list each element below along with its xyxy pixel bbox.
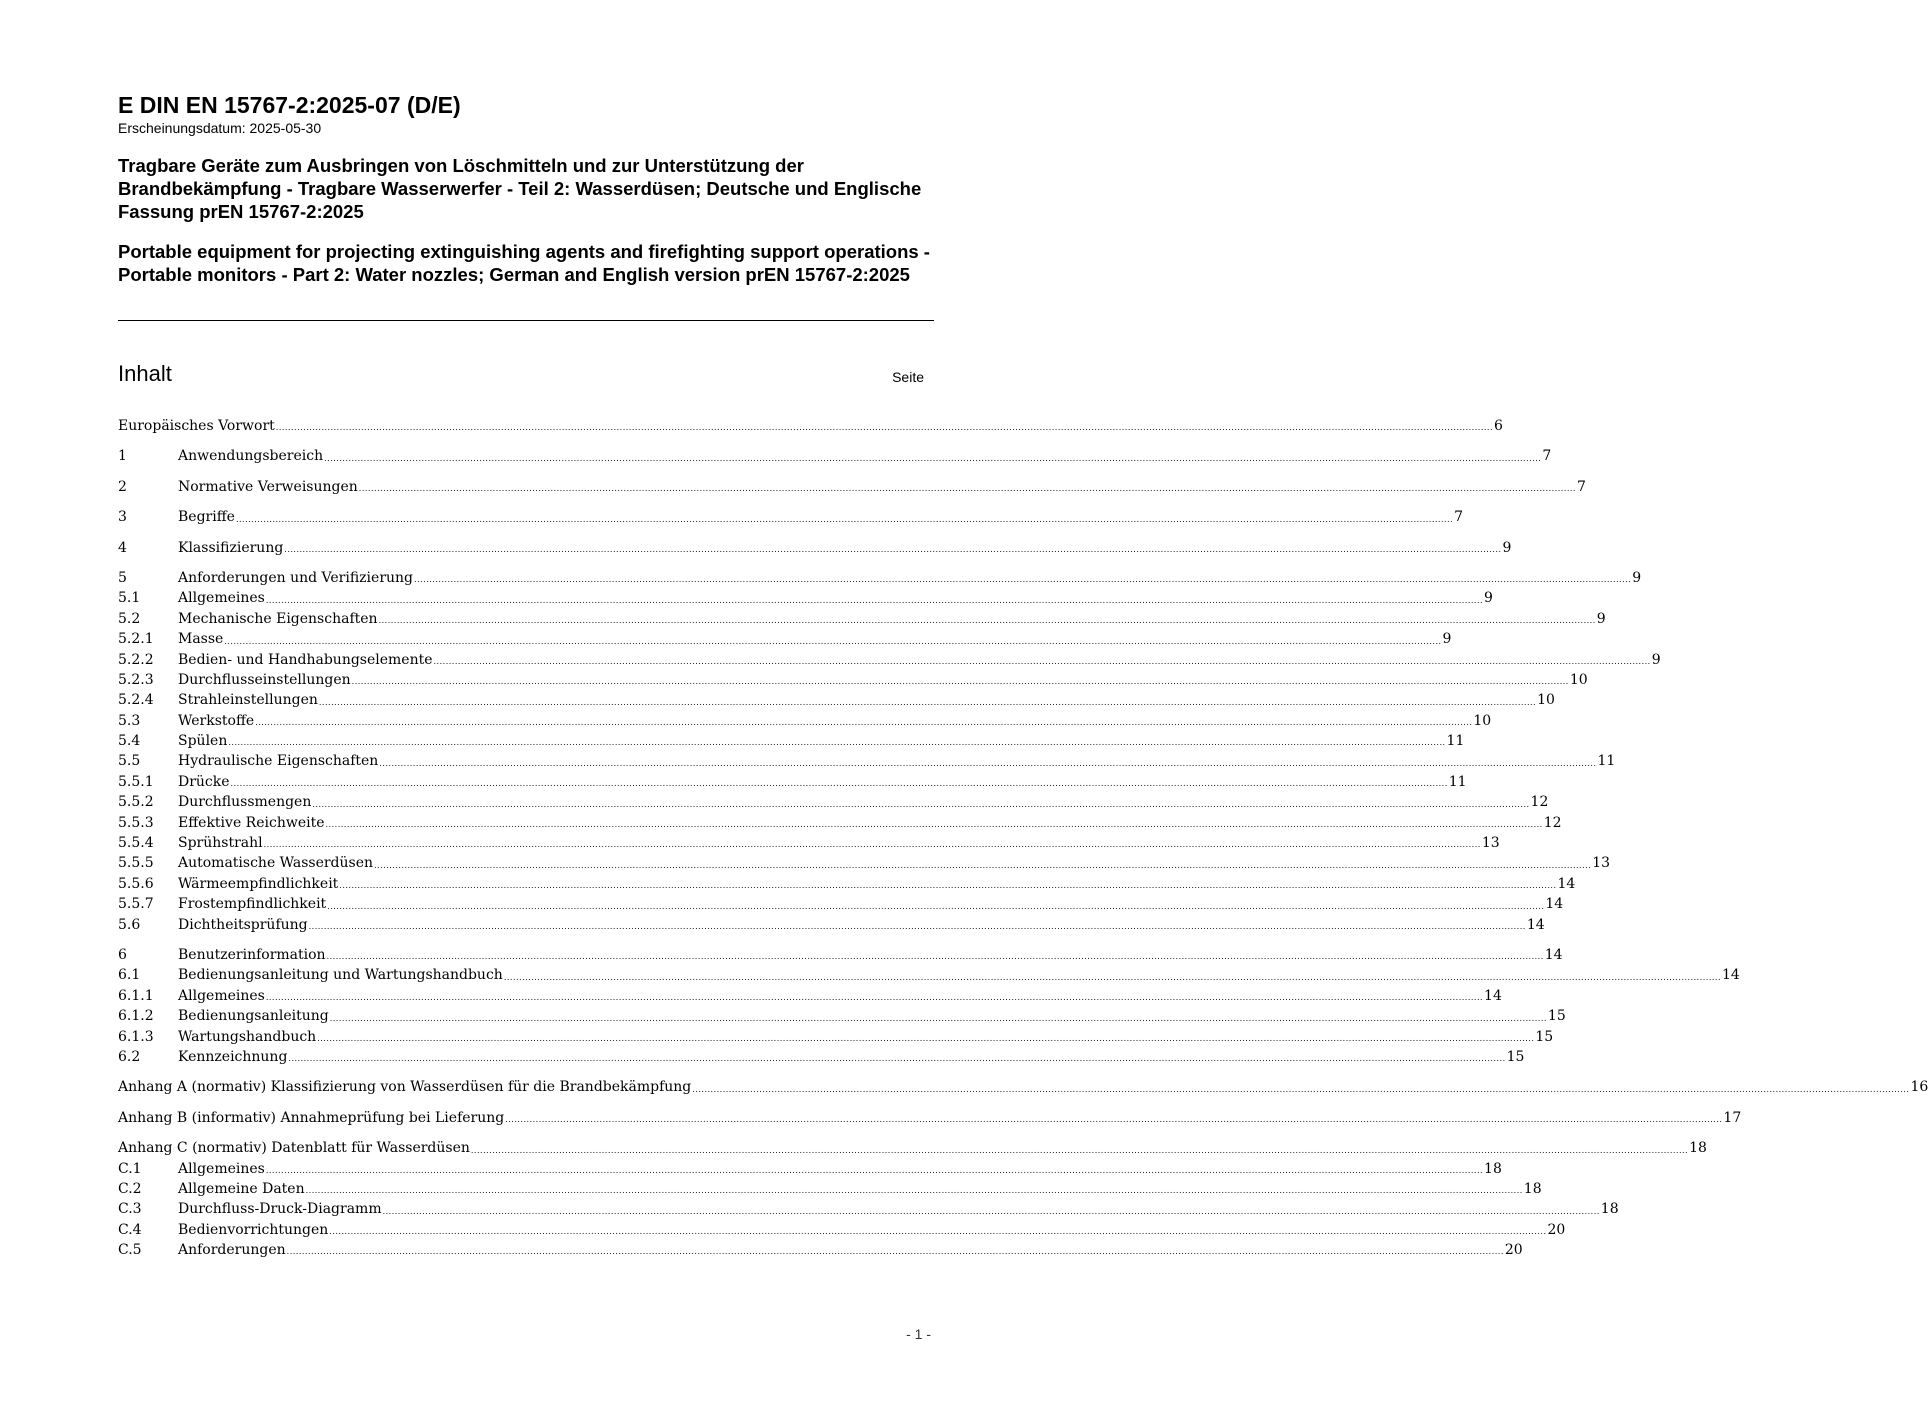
toc-entry-number: C.1: [118, 1160, 142, 1177]
toc-entry-page: 9: [1596, 610, 1606, 627]
toc-entry-number: 2: [118, 478, 127, 495]
toc-entry-title: Anforderungen: [178, 1242, 286, 1259]
toc-entry-page: 10: [1537, 692, 1555, 709]
toc-entry-page: 20: [1547, 1221, 1566, 1238]
toc-page-label: Seite: [892, 369, 924, 385]
toc-entry-number: 5: [118, 569, 127, 586]
toc-entry-page: 11: [1448, 773, 1467, 790]
toc-dot-leader: ................................................................................................................................................................................................................................................................................................................................................................................................................: [692, 1084, 1910, 1094]
toc-dot-leader: ................................................................................................................................................................................................................................................................................................................................................................................................................: [324, 453, 1542, 463]
toc-dot-leader: ................................................................................................................................................................................................................................................................................................................................................................................................................: [503, 972, 1721, 982]
toc-dot-leader: ................................................................................................................................................................................................................................................................................................................................................................................................................: [265, 1165, 1484, 1175]
toc-entry[interactable]: [118, 670, 1588, 690]
toc-entry-page: 18: [1689, 1140, 1707, 1157]
toc-entry-number: C.5: [118, 1242, 142, 1259]
title-english: Portable equipment for projecting extinguishing agents and firefighting support operations - Portable monitors - Part 2: Water nozzles; German and English version prEN 15767-2:2025: [118, 241, 930, 285]
toc-dot-leader: ................................................................................................................................................................................................................................................................................................................................................................................................................: [230, 779, 1448, 789]
toc-entry-number: 1: [118, 448, 127, 465]
toc-dot-leader: ................................................................................................................................................................................................................................................................................................................................................................................................................: [327, 901, 1545, 911]
toc-entry-title: Allgemeines: [178, 1160, 265, 1177]
toc-entry-title: Klassifizierung: [178, 539, 284, 556]
toc-entry-number: 5.6: [118, 916, 141, 933]
toc-dot-leader: ................................................................................................................................................................................................................................................................................................................................................................................................................: [224, 636, 1442, 646]
toc-entry-title: Allgemeines: [178, 590, 265, 607]
toc-entry-number: 5.5: [118, 753, 141, 770]
toc-entry[interactable]: [118, 1077, 1928, 1097]
toc-entry[interactable]: [118, 1108, 1742, 1128]
toc-entry-title: Durchfluss-Druck-Diagramm: [178, 1201, 382, 1218]
toc-entry[interactable]: [118, 629, 1452, 649]
toc-entry-page: 15: [1547, 1008, 1566, 1025]
toc-entry-title: Frostempfindlichkeit: [178, 896, 327, 913]
toc-entry-number: 5.2: [118, 610, 141, 627]
toc-entry-title: Begriffe: [178, 509, 235, 526]
toc-entry-page: 11: [1597, 753, 1616, 770]
toc-entry-title: Bedien- und Handhabungselemente: [178, 651, 433, 668]
toc-entry[interactable]: [118, 609, 1606, 629]
toc-dot-leader: ................................................................................................................................................................................................................................................................................................................................................................................................................: [505, 1115, 1723, 1125]
toc-entry-title: Anhang C (normativ) Datenblatt für Wasserdüsen: [118, 1140, 470, 1157]
toc-entry[interactable]: [118, 965, 1740, 985]
toc-entry-title: Strahleinstellungen: [178, 692, 318, 709]
table-of-contents: [118, 416, 1928, 1260]
toc-dot-leader: ................................................................................................................................................................................................................................................................................................................................................................................................................: [312, 799, 1530, 809]
toc-entry-number: 5.5.3: [118, 814, 154, 831]
toc-entry-page: 14: [1544, 946, 1563, 963]
toc-entry-page: 10: [1473, 712, 1492, 729]
toc-entry-title: Automatische Wasserdüsen: [178, 855, 374, 872]
toc-entry-page: 11: [1446, 733, 1465, 750]
toc-dot-leader: ................................................................................................................................................................................................................................................................................................................................................................................................................: [470, 1145, 1689, 1155]
toc-entry[interactable]: [118, 772, 1467, 792]
toc-dot-leader: ................................................................................................................................................................................................................................................................................................................................................................................................................: [286, 1247, 1504, 1257]
toc-entry-title: Anhang A (normativ) Klassifizierung von Wasserdüsen für die Brandbekämpfung: [118, 1079, 692, 1096]
toc-entry[interactable]: [118, 690, 1555, 710]
toc-entry-title: Anforderungen und Verifizierung: [178, 569, 414, 586]
toc-dot-leader: ................................................................................................................................................................................................................................................................................................................................................................................................................: [305, 1186, 1523, 1196]
toc-entry[interactable]: [118, 986, 1502, 1006]
toc-entry-number: 6: [118, 946, 127, 963]
toc-entry[interactable]: [118, 1240, 1523, 1260]
toc-entry-page: 7: [1454, 509, 1464, 526]
toc-entry-title: Drücke: [178, 773, 230, 790]
toc-entry-title: Bedienvorrichtungen: [178, 1221, 329, 1238]
toc-entry-number: 5.4: [118, 733, 141, 750]
toc-entry-number: 5.5.5: [118, 855, 154, 872]
toc-entry-page: 16: [1910, 1079, 1928, 1096]
toc-dot-leader: ................................................................................................................................................................................................................................................................................................................................................................................................................: [265, 993, 1484, 1003]
toc-entry[interactable]: [118, 792, 1549, 812]
toc-dot-leader: ................................................................................................................................................................................................................................................................................................................................................................................................................: [318, 697, 1537, 707]
toc-entry-number: 5.5.6: [118, 875, 154, 892]
toc-entry[interactable]: [118, 751, 1616, 771]
toc-entry-number: 6.2: [118, 1048, 141, 1065]
toc-entry[interactable]: [118, 915, 1545, 935]
toc-entry-title: Mechanische Eigenschaften: [178, 610, 378, 627]
toc-entry-title: Masse: [178, 631, 224, 648]
toc-entry-page: 18: [1484, 1160, 1502, 1177]
header-divider: [118, 320, 934, 321]
toc-entry-number: 6.1.2: [118, 1008, 154, 1025]
toc-entry[interactable]: [118, 416, 1503, 436]
toc-dot-leader: ................................................................................................................................................................................................................................................................................................................................................................................................................: [228, 738, 1446, 748]
toc-entry-number: 4: [118, 539, 127, 556]
toc-entry[interactable]: [118, 1159, 1502, 1179]
toc-entry-page: 18: [1523, 1180, 1542, 1197]
publication-date: Erscheinungsdatum: 2025-05-30: [118, 120, 322, 136]
toc-entry[interactable]: [118, 507, 1464, 527]
toc-entry-page: 18: [1600, 1201, 1619, 1218]
toc-entry-title: Hydraulische Eigenschaften: [178, 753, 379, 770]
toc-entry-number: 6.1.1: [118, 987, 154, 1004]
toc-entry-title: Werkstoffe: [178, 712, 255, 729]
toc-entry-page: 7: [1576, 478, 1586, 495]
toc-entry-title: Benutzerinformation: [178, 946, 326, 963]
toc-entry-page: 9: [1484, 590, 1493, 607]
toc-dot-leader: ................................................................................................................................................................................................................................................................................................................................................................................................................: [263, 840, 1481, 850]
toc-entry-number: 5.2.2: [118, 651, 154, 668]
toc-entry-page: 20: [1504, 1242, 1523, 1259]
toc-entry-title: Durchflusseinstellungen: [178, 671, 351, 688]
toc-entry-page: 15: [1506, 1048, 1525, 1065]
toc-entry[interactable]: [118, 477, 1586, 497]
title-german: Tragbare Geräte zum Ausbringen von Löschmitteln und zur Unterstützung der Brandbekämpfung - Tragbare Wasserwerfer - Teil 2: Wasserdüsen; Deutsche und Englische Fassung prEN 15767-2:2025: [118, 155, 922, 222]
toc-entry-page: 14: [1484, 987, 1502, 1004]
toc-entry-number: 5.5.4: [118, 835, 154, 852]
toc-entry[interactable]: [118, 813, 1562, 833]
toc-entry-title: Dichtheitsprüfung: [178, 916, 308, 933]
toc-entry[interactable]: [118, 1179, 1542, 1199]
toc-dot-leader: ................................................................................................................................................................................................................................................................................................................................................................................................................: [325, 820, 1543, 830]
page-number: - 1 -: [906, 1326, 931, 1342]
toc-entry[interactable]: [118, 853, 1611, 873]
toc-dot-leader: ................................................................................................................................................................................................................................................................................................................................................................................................................: [374, 860, 1592, 870]
toc-entry-page: 9: [1632, 569, 1642, 586]
toc-entry-page: 14: [1545, 896, 1564, 913]
toc-entry-page: 13: [1481, 835, 1500, 852]
toc-dot-leader: ................................................................................................................................................................................................................................................................................................................................................................................................................: [339, 881, 1557, 891]
toc-dot-leader: ................................................................................................................................................................................................................................................................................................................................................................................................................: [414, 575, 1632, 585]
toc-entry-page: 12: [1543, 814, 1562, 831]
toc-entry-number: C.3: [118, 1201, 142, 1218]
toc-entry-page: 9: [1442, 631, 1452, 648]
toc-entry[interactable]: [118, 833, 1500, 853]
toc-entry-title: Sprühstrahl: [178, 835, 263, 852]
toc-entry-title: Wärmeempfindlichkeit: [178, 875, 339, 892]
toc-entry[interactable]: [118, 874, 1576, 894]
toc-entry-page: 7: [1542, 448, 1552, 465]
toc-dot-leader: ................................................................................................................................................................................................................................................................................................................................................................................................................: [351, 677, 1569, 687]
toc-entry-page: 17: [1723, 1109, 1742, 1126]
toc-entry-page: 14: [1722, 967, 1740, 984]
toc-dot-leader: ................................................................................................................................................................................................................................................................................................................................................................................................................: [378, 616, 1596, 626]
toc-dot-leader: ................................................................................................................................................................................................................................................................................................................................................................................................................: [433, 656, 1651, 666]
toc-entry-number: 5.5.2: [118, 794, 154, 811]
toc-dot-leader: ................................................................................................................................................................................................................................................................................................................................................................................................................: [358, 484, 1576, 494]
toc-entry[interactable]: [118, 1138, 1707, 1158]
toc-dot-leader: ................................................................................................................................................................................................................................................................................................................................................................................................................: [317, 1033, 1535, 1043]
toc-entry-title: Anwendungsbereich: [178, 448, 324, 465]
toc-entry-number: 6.1.3: [118, 1028, 154, 1045]
toc-entry[interactable]: [118, 945, 1563, 965]
toc-entry[interactable]: [118, 568, 1642, 588]
toc-entry-page: 6: [1493, 418, 1503, 434]
toc-entry-number: 5.2.3: [118, 671, 154, 688]
toc-entry[interactable]: [118, 1220, 1566, 1240]
toc-dot-leader: ................................................................................................................................................................................................................................................................................................................................................................................................................: [265, 595, 1484, 605]
toc-entry[interactable]: [118, 446, 1552, 466]
toc-heading: Inhalt: [118, 361, 172, 386]
toc-dot-leader: ................................................................................................................................................................................................................................................................................................................................................................................................................: [255, 718, 1473, 728]
toc-dot-leader: ................................................................................................................................................................................................................................................................................................................................................................................................................: [235, 514, 1454, 524]
toc-entry-number: 5.5.7: [118, 896, 154, 913]
toc-entry-page: 15: [1535, 1028, 1554, 1045]
toc-entry-title: Durchflussmengen: [178, 794, 312, 811]
toc-entry-page: 9: [1651, 651, 1661, 668]
toc-entry-number: 5.2.4: [118, 692, 154, 709]
toc-entry-number: 3: [118, 509, 127, 526]
toc-dot-leader: ................................................................................................................................................................................................................................................................................................................................................................................................................: [326, 952, 1544, 962]
document-number: E DIN EN 15767-2:2025-07 (D/E): [118, 92, 461, 118]
toc-entry-title: Effektive Reichweite: [178, 814, 325, 831]
toc-entry-number: 5.2.1: [118, 631, 154, 648]
toc-entry[interactable]: [118, 711, 1492, 731]
toc-dot-leader: ................................................................................................................................................................................................................................................................................................................................................................................................................: [382, 1206, 1600, 1216]
toc-entry-page: 9: [1502, 539, 1512, 556]
toc-entry[interactable]: [118, 538, 1512, 558]
toc-entry[interactable]: [118, 650, 1661, 670]
toc-entry[interactable]: [118, 1027, 1554, 1047]
toc-dot-leader: ................................................................................................................................................................................................................................................................................................................................................................................................................: [329, 1227, 1547, 1237]
toc-entry-title: Europäisches Vorwort: [118, 418, 275, 434]
toc-entry-page: 14: [1557, 875, 1576, 892]
toc-dot-leader: ................................................................................................................................................................................................................................................................................................................................................................................................................: [308, 921, 1526, 931]
toc-entry-title: Spülen: [178, 733, 228, 750]
toc-entry-number: C.4: [118, 1221, 142, 1238]
toc-entry[interactable]: [118, 1199, 1619, 1219]
toc-entry-number: 5.1: [118, 590, 141, 607]
toc-entry-title: Kennzeichnung: [178, 1048, 288, 1065]
toc-entry-number: 6.1: [118, 967, 141, 984]
toc-dot-leader: ................................................................................................................................................................................................................................................................................................................................................................................................................: [275, 423, 1493, 433]
toc-entry-title: Anhang B (informativ) Annahmeprüfung bei Lieferung: [118, 1109, 505, 1126]
toc-entry-page: 13: [1592, 855, 1611, 872]
toc-entry-title: Allgemeine Daten: [178, 1180, 305, 1197]
toc-entry-number: 5.5.1: [118, 773, 154, 790]
toc-dot-leader: ................................................................................................................................................................................................................................................................................................................................................................................................................: [379, 758, 1597, 768]
toc-entry[interactable]: [118, 1006, 1566, 1026]
toc-dot-leader: ................................................................................................................................................................................................................................................................................................................................................................................................................: [329, 1013, 1547, 1023]
toc-dot-leader: ................................................................................................................................................................................................................................................................................................................................................................................................................: [288, 1054, 1506, 1064]
toc-entry[interactable]: [118, 588, 1493, 608]
toc-entry-page: 12: [1530, 794, 1549, 811]
toc-entry-title: Allgemeines: [178, 987, 265, 1004]
toc-entry-number: C.2: [118, 1180, 142, 1197]
toc-entry[interactable]: [118, 731, 1465, 751]
toc-entry-page: 14: [1526, 916, 1545, 933]
toc-entry-number: 5.3: [118, 712, 141, 729]
document-header: [118, 90, 934, 286]
toc-entry-title: Wartungshandbuch: [178, 1028, 317, 1045]
toc-entry[interactable]: [118, 894, 1564, 914]
toc-entry[interactable]: [118, 1047, 1525, 1067]
toc-entry-title: Bedienungsanleitung und Wartungshandbuch: [178, 967, 503, 984]
toc-entry-page: 10: [1569, 671, 1588, 688]
toc-entry-title: Bedienungsanleitung: [178, 1008, 329, 1025]
toc-dot-leader: ................................................................................................................................................................................................................................................................................................................................................................................................................: [284, 544, 1502, 554]
toc-entry-title: Normative Verweisungen: [178, 478, 358, 495]
